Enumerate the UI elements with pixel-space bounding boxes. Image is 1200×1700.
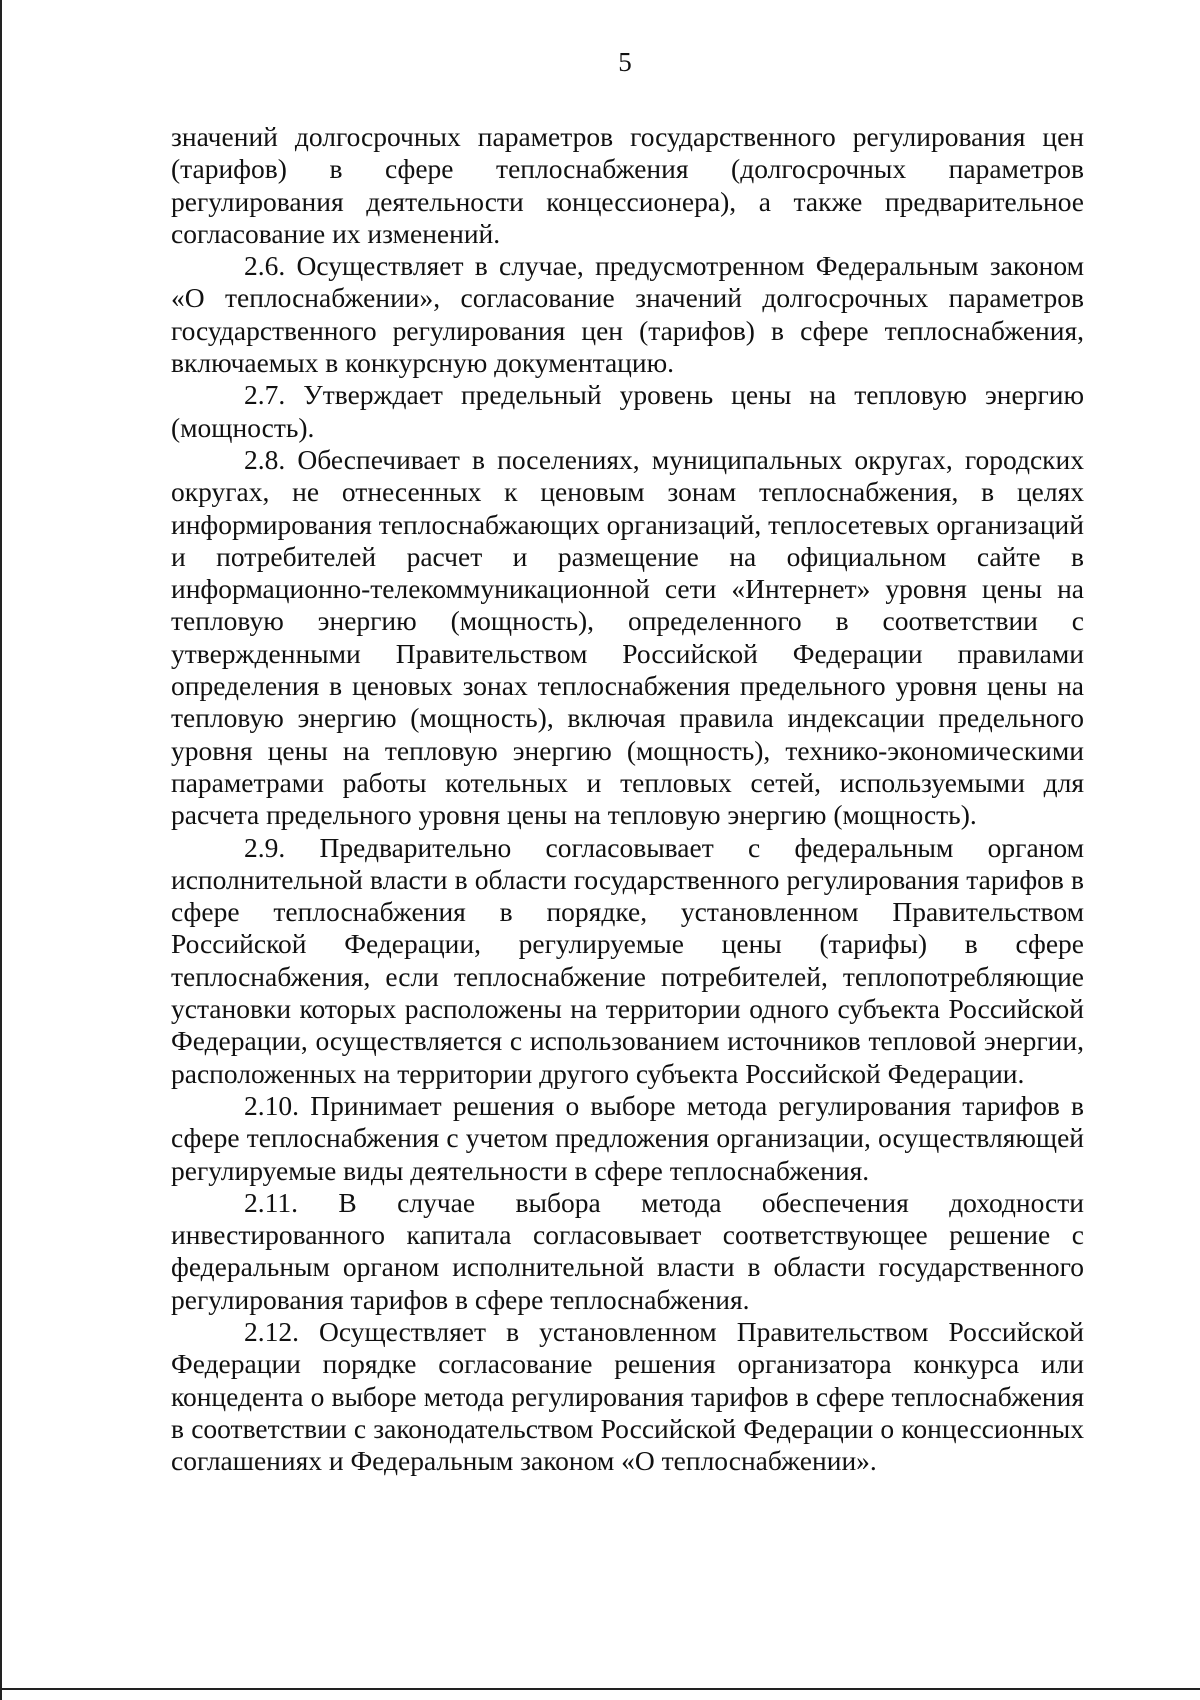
paragraph-2-6: 2.6. Осуществляет в случае, предусмотренном Федеральным законом «О теплоснабжении», согласование значений долгосрочных параметров государственного регулирования цен (тарифов) в сфере теплоснабжения, включаемых в конкурсную документацию. <box>171 250 1084 379</box>
paragraph-2-9: 2.9. Предварительно согласовывает с федеральным органом исполнительной власти в области государственного регулирования тарифов в сфере теплоснабжения в порядке, установленном Правительством Российской Федерации, регулируемые цены (тарифы) в сфере теплоснабжения, если теплоснабжение потребителей, теплопотребляющие установки которых расположены на территории одного субъекта Российской Федерации, осуществляется с использованием источников тепловой энергии, расположенных на территории другого субъекта Российской Федерации. <box>171 831 1084 1089</box>
page-number: 5 <box>618 47 632 77</box>
scan-edge-left <box>0 0 2 1700</box>
paragraph-continuation: значений долгосрочных параметров государственного регулирования цен (тарифов) в сфере теплоснабжения (долгосрочных параметров регулирования деятельности концессионера), а также предварительное согласование их изменений. <box>171 121 1084 249</box>
document-body <box>171 121 1084 1477</box>
paragraph-2-7: 2.7. Утверждает предельный уровень цены на тепловую энергию (мощность). <box>171 379 1084 443</box>
paragraph-2-8: 2.8. Обеспечивает в поселениях, муниципальных округах, городских округах, не отнесенных к ценовым зонам теплоснабжения, в целях информирования теплоснабжающих организаций, теплосетевых организаций и потребителей расчет и размещение на официальном сайте в информационно-телекоммуникационной сети «Интернет» уровня цены на тепловую энергию (мощность), определенного в соответствии с утвержденными Правительством Российской Федерации правилами определения в ценовых зонах теплоснабжения предельного уровня цены на тепловую энергию (мощность), включая правила индексации предельного уровня цены на тепловую энергию (мощность), технико-экономическими параметрами работы котельных и тепловых сетей, используемыми для расчета предельного уровня цены на тепловую энергию (мощность). <box>171 443 1084 831</box>
paragraph-2-11: 2.11. В случае выбора метода обеспечения доходности инвестированного капитала согласовывает соответствующее решение с федеральным органом исполнительной власти в области государственного регулирования тарифов в сфере теплоснабжения. <box>171 1186 1084 1315</box>
paragraph-2-10: 2.10. Принимает решения о выборе метода регулирования тарифов в сфере теплоснабжения с учетом предложения организации, осуществляющей регулируемые виды деятельности в сфере теплоснабжения. <box>171 1089 1084 1186</box>
paragraph-2-12: 2.12. Осуществляет в установленном Правительством Российской Федерации порядке согласование решения организатора конкурса или концедента о выборе метода регулирования тарифов в сфере теплоснабжения в соответствии с законодательством Российской Федерации о концессионных соглашениях и Федеральным законом «О теплоснабжении». <box>171 1315 1084 1477</box>
scan-edge-bottom <box>0 1688 1200 1690</box>
